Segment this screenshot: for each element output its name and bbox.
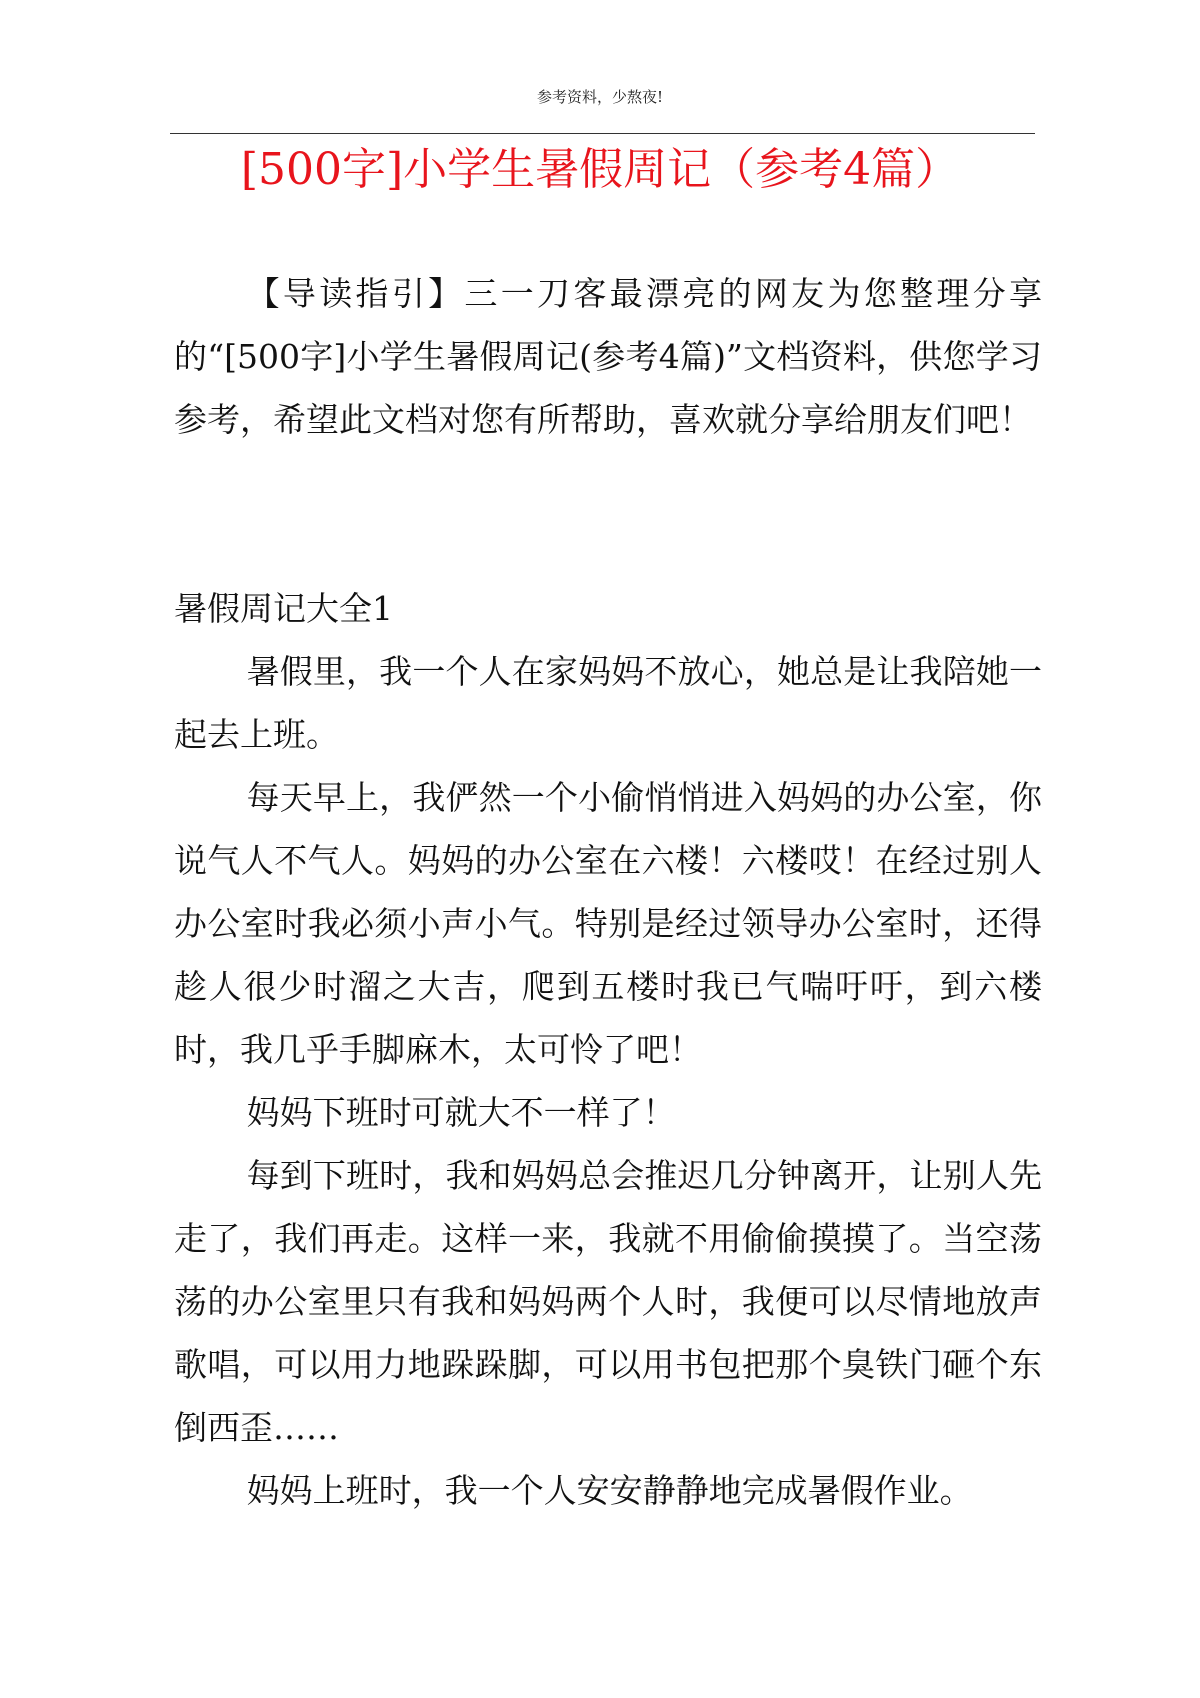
header-divider xyxy=(170,133,1035,134)
paragraph: 每天早上，我俨然一个小偷悄悄进入妈妈的办公室，你说气人不气人。妈妈的办公室在六楼！六楼哎！在经过别人办公室时我必须小声小气。特别是经过领导办公室时，还得趁人很少时溜之大吉，爬到五楼时我已气喘吁吁，到六楼时，我几乎手脚麻木，太可怜了吧！ xyxy=(174,778,1042,1069)
section-title: 暑假周记大全1 xyxy=(174,589,393,628)
section-1 xyxy=(174,577,1042,1522)
header-note: 参考资料，少熬夜! xyxy=(536,88,664,106)
document-title: [500字]小学生暑假周记（参考4篇） xyxy=(240,144,960,195)
paragraph: 每到下班时，我和妈妈总会推迟几分钟离开，让别人先走了，我们再走。这样一来，我就不用偷偷摸摸了。当空荡荡的办公室里只有我和妈妈两个人时，我便可以尽情地放声歌唱，可以用力地跺跺脚，可以用书包把那个臭铁门砸个东倒西歪…… xyxy=(174,1156,1042,1447)
intro-paragraph: 【导读指引】三一刀客最漂亮的网友为您整理分享的“[500字]小学生暑假周记(参考4篇)”文档资料，供您学习参考，希望此文档对您有所帮助，喜欢就分享给朋友们吧！ xyxy=(174,274,1042,439)
paragraph: 暑假里，我一个人在家妈妈不放心，她总是让我陪她一起去上班。 xyxy=(174,652,1042,754)
paragraph: 妈妈下班时可就大不一样了！ xyxy=(246,1093,676,1132)
intro-block xyxy=(174,262,1042,451)
paragraph: 妈妈上班时，我一个人安安静静地完成暑假作业。 xyxy=(246,1471,973,1510)
